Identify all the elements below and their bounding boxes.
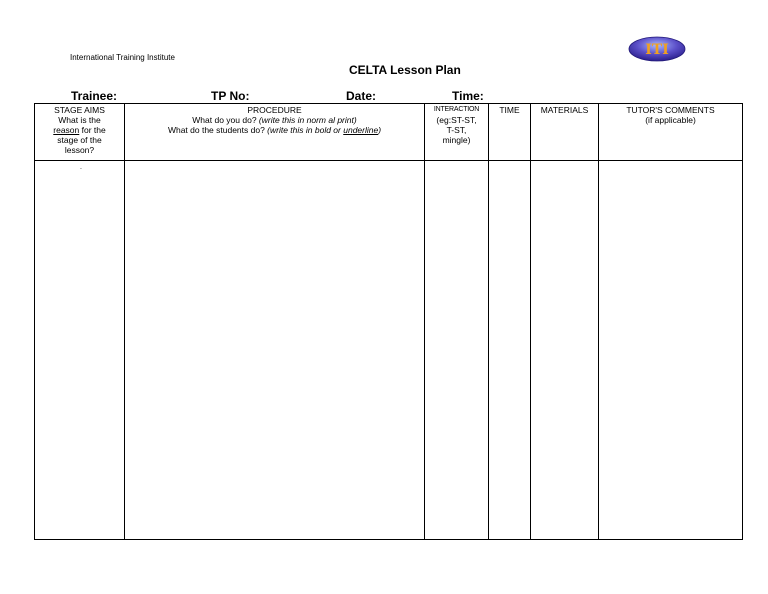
cell-mark: . [80, 164, 82, 171]
date-label: Date: [346, 89, 377, 103]
stage-aims-cell[interactable] [35, 161, 125, 540]
interaction-line2: T-ST, [446, 125, 467, 135]
interaction-line3: mingle) [442, 135, 471, 145]
stage-aims-title: STAGE AIMS [54, 105, 105, 115]
stage-aims-header [35, 104, 125, 161]
header-row [35, 104, 743, 161]
stage-aims-line4: lesson? [64, 145, 95, 155]
procedure-q2-hint: (write this in bold or [267, 125, 344, 135]
interaction-cell[interactable] [425, 161, 489, 540]
procedure-q1-text: What do you do? [192, 115, 259, 125]
interaction-line1: (eg:ST-ST, [436, 115, 477, 125]
interaction-title: INTERACTION [433, 106, 480, 113]
tp-no-label: TP No: [211, 89, 250, 103]
tutor-comments-sub: (if applicable) [645, 115, 696, 125]
stage-aims-line2-rest: for the [79, 125, 106, 135]
document-title: CELTA Lesson Plan [349, 63, 461, 77]
reason-word: reason [53, 125, 80, 135]
lesson-plan-table [34, 103, 743, 540]
stage-aims-line2 [35, 125, 124, 135]
procedure-question-1 [125, 115, 424, 125]
procedure-cell[interactable] [125, 161, 425, 540]
procedure-q1-hint: (write this in norm al print) [258, 115, 357, 125]
procedure-q2-underline: underline [343, 125, 379, 135]
procedure-q2-text: What do the students do? [167, 125, 268, 135]
time-cell[interactable] [489, 161, 531, 540]
materials-cell[interactable] [531, 161, 599, 540]
materials-header: MATERIALS [531, 104, 599, 161]
time-header: TIME [489, 104, 531, 161]
procedure-q2-close: ) [378, 125, 382, 135]
institute-name: International Training Institute [70, 53, 175, 62]
tutor-comments-title: TUTOR'S COMMENTS [626, 105, 715, 115]
trainee-label: Trainee: [71, 89, 118, 103]
stage-aims-line1: What is the [58, 115, 101, 125]
plan-body-row [35, 161, 743, 540]
procedure-header [125, 104, 425, 161]
logo-text: ITI [645, 42, 669, 58]
procedure-title: PROCEDURE [247, 105, 302, 115]
time-label: Time: [452, 89, 484, 103]
tutor-comments-cell[interactable] [599, 161, 743, 540]
iti-logo [628, 36, 686, 62]
stage-aims-line3: stage of the [57, 135, 102, 145]
interaction-header [425, 104, 489, 161]
tutor-comments-header [599, 104, 743, 161]
procedure-question-2 [125, 125, 424, 135]
